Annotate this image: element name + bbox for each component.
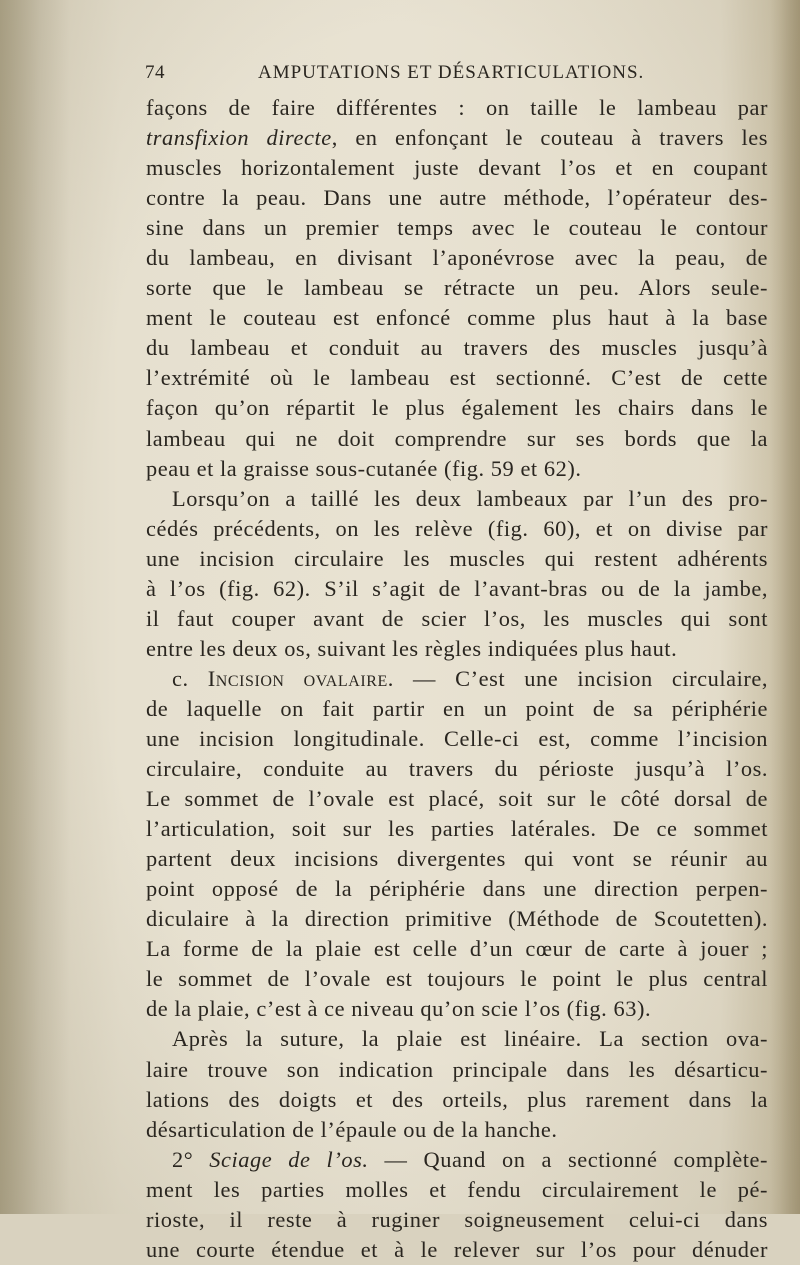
text-run: une courte étendue et à le relever sur l’os pour dénuder: [146, 1236, 768, 1262]
text-run: 2°: [172, 1146, 210, 1172]
text-line: [146, 123, 768, 153]
text-line: [146, 1115, 768, 1145]
text-run: — Quand on a sectionné complète-: [368, 1146, 768, 1172]
text-run: du lambeau et conduit au travers des muscles jusqu’à: [146, 335, 768, 361]
text-line: [146, 1024, 768, 1054]
text-line: [146, 333, 768, 363]
text-line: [146, 454, 768, 484]
text-run: , en enfonçant le couteau à travers les: [331, 125, 768, 151]
text-run: — C’est une incision circulaire,: [393, 665, 768, 691]
text-run: ment les parties molles et fendu circulairement le pé-: [146, 1176, 768, 1202]
text-line: [146, 1145, 768, 1175]
page-edge-shadow: [770, 0, 800, 1214]
text-run: diculaire à la direction primitive (Méthode de Scoutetten).: [146, 906, 768, 932]
text-run: façons de faire différentes : on taille le lambeau par: [146, 95, 768, 120]
text-line: [146, 964, 768, 994]
text-run: Le sommet de l’ovale est placé, soit sur le côté dorsal de: [146, 786, 768, 812]
text-run: peau et la graisse sous-cutanée (fig. 59 et 62).: [146, 455, 582, 481]
text-run: de laquelle on fait partir en un point de sa périphérie: [146, 695, 768, 721]
text-line: [146, 243, 768, 273]
text-run: point opposé de la périphérie dans une direction perpen-: [146, 876, 768, 902]
italic-text: transfixion directe: [146, 125, 332, 151]
text-line: [146, 604, 768, 634]
text-line: [146, 1085, 768, 1115]
text-run: lambeau qui ne doit comprendre sur ses bords que la: [146, 425, 768, 451]
text-line: [146, 1205, 768, 1235]
small-caps-heading: Incision ovalaire.: [207, 665, 394, 691]
text-line: [146, 544, 768, 574]
text-line: [146, 994, 768, 1024]
text-line: [146, 514, 768, 544]
text-line: [146, 754, 768, 784]
text-run: partent deux incisions divergentes qui vont se réunir au: [146, 846, 768, 872]
text-run: du lambeau, en divisant l’aponévrose avec la peau, de: [146, 245, 768, 271]
text-run: l’extrémité où le lambeau est sectionné. C’est de cette: [146, 365, 768, 391]
page-gutter-shadow: [0, 0, 70, 1214]
text-run: muscles horizontalement juste devant l’os et en coupant: [146, 155, 768, 181]
running-head: AMPUTATIONS ET DÉSARTICULATIONS.: [258, 62, 645, 83]
text-run: à l’os (fig. 62). S’il s’agit de l’avant-bras ou de la jambe,: [146, 575, 768, 601]
text-line: [146, 1055, 768, 1085]
text-line: [146, 393, 768, 423]
text-run: laire trouve son indication principale dans les désarticu-: [146, 1056, 768, 1082]
text-run: désarticulation de l’épaule ou de la hanche.: [146, 1116, 558, 1142]
text-run: ment le couteau est enfoncé comme plus haut à la base: [146, 305, 768, 331]
text-line: [146, 574, 768, 604]
text-run: lations des doigts et des orteils, plus rarement dans la: [146, 1086, 768, 1112]
text-line: [146, 424, 768, 454]
text-line: [146, 1235, 768, 1265]
text-run: sine dans un premier temps avec le couteau le contour: [146, 215, 768, 241]
text-line: [146, 724, 768, 754]
text-run: cédés précédents, on les relève (fig. 60), et on divise par: [146, 515, 768, 541]
text-line: [146, 1175, 768, 1205]
text-line: [146, 303, 768, 333]
text-line: [146, 484, 768, 514]
text-run: rioste, il reste à ruginer soigneusement celui-ci dans: [146, 1206, 768, 1232]
text-run: sorte que le lambeau se rétracte un peu. Alors seule-: [146, 275, 768, 301]
text-run: circulaire, conduite au travers du périoste jusqu’à l’os.: [146, 756, 768, 782]
text-line: [146, 694, 768, 724]
text-line: [146, 784, 768, 814]
text-run: contre la peau. Dans une autre méthode, l’opérateur des-: [146, 185, 768, 211]
text-run: une incision circulaire les muscles qui restent adhérents: [146, 545, 768, 571]
text-run: façon qu’on répartit le plus également les chairs dans le: [146, 395, 768, 421]
text-line: [146, 814, 768, 844]
text-run: c.: [172, 665, 208, 691]
text-line: [146, 904, 768, 934]
text-run: Après la suture, la plaie est linéaire. La section ova-: [172, 1026, 768, 1052]
text-line: [146, 93, 768, 123]
text-line: [146, 183, 768, 213]
text-line: [146, 844, 768, 874]
page-header: [145, 62, 765, 92]
text-line: [146, 363, 768, 393]
italic-text: Sciage de l’os.: [209, 1146, 369, 1172]
page-number: 74: [145, 62, 165, 83]
text-line: [146, 664, 768, 694]
text-line: [146, 634, 768, 664]
text-line: [146, 153, 768, 183]
text-run: Lorsqu’on a taillé les deux lambeaux par l’un des pro-: [172, 485, 768, 511]
text-run: de la plaie, c’est à ce niveau qu’on scie l’os (fig. 63).: [146, 996, 652, 1022]
text-run: une incision longitudinale. Celle-ci est, comme l’incision: [146, 725, 768, 751]
text-run: l’articulation, soit sur les parties latérales. De ce sommet: [146, 816, 768, 842]
text-line: [146, 934, 768, 964]
text-run: La forme de la plaie est celle d’un cœur de carte à jouer ;: [146, 936, 768, 962]
text-run: le sommet de l’ovale est toujours le point le plus central: [146, 966, 768, 992]
text-line: [146, 273, 768, 303]
text-line: [146, 213, 768, 243]
text-line: [146, 874, 768, 904]
text-run: il faut couper avant de scier l’os, les muscles qui sont: [146, 605, 768, 631]
body-text: [146, 93, 768, 1265]
text-run: entre les deux os, suivant les règles indiquées plus haut.: [146, 635, 678, 661]
